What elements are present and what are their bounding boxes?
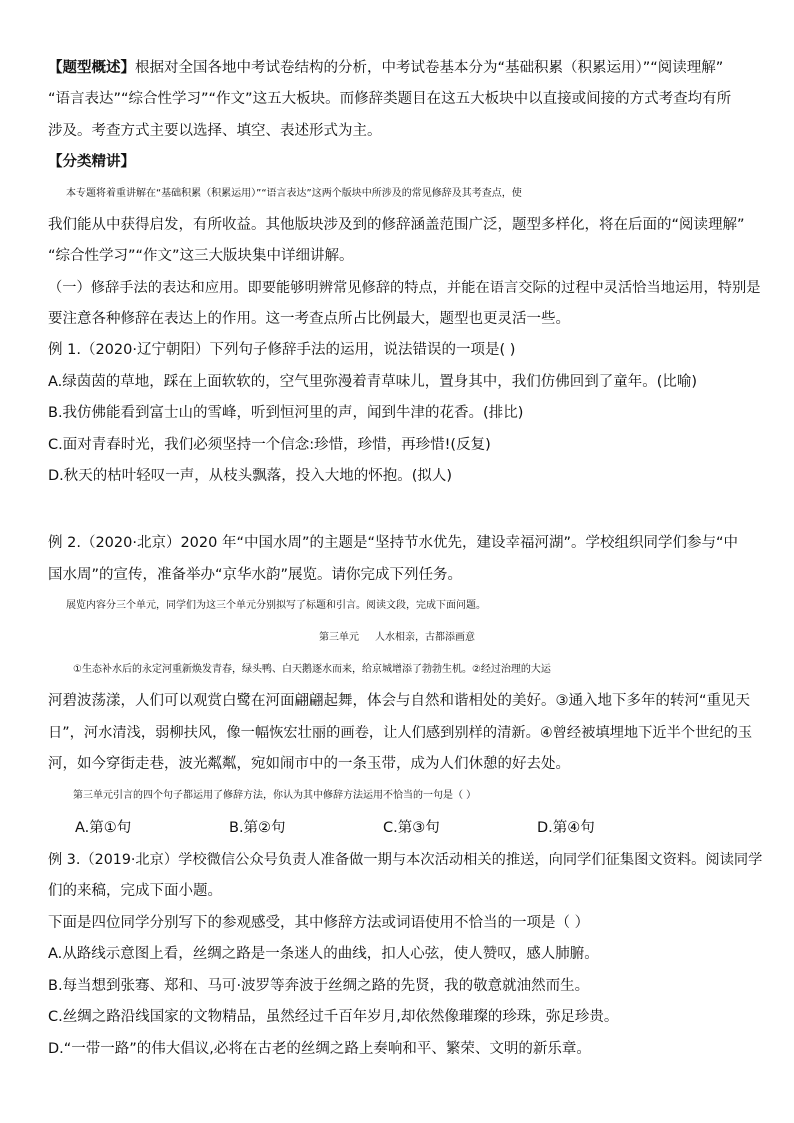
section-p2-line-2: 要注意各种修辞在表达上的作用。这一考查点所占比例最大，题型也更灵活一些。 (48, 311, 570, 327)
example1-option-d: D.秋天的枯叶轻叹一声，从枝头飘落，投入大地的怀抱。(拟人) (48, 468, 453, 484)
example3-option-c: C.丝绸之路沿线国家的文物精品，虽然经过千百年岁月,却依然像璀璨的珍珠，弥足珍贵。 (48, 1009, 619, 1025)
example3-option-b: B.每当想到张骞、郑和、马可·波罗等奔波于丝绸之路的先贤，我的敬意就油然而生。 (48, 978, 590, 994)
example2-intro: 展览内容分三个单元，同学们为这三个单元分别拟写了标题和引言。阅读文段，完成下面问题。 (66, 600, 486, 611)
example3-stem-line-2: 们的来稿，完成下面小题。 (48, 883, 222, 899)
example2-option-d: D.第④句 (537, 820, 595, 836)
example2-option-a: A.第①句 (75, 820, 132, 836)
example3-stem-line-1: 例 3.（2019·北京）学校微信公众号负责人准备做一期与本次活动相关的推送，向同学们征集图文资料。阅读同学 (48, 852, 763, 868)
section-p1-line-2: 我们能从中获得启发，有所收益。其他版块涉及到的修辞涵盖范围广泛，题型多样化，将在后面的“阅读理解” (48, 217, 745, 233)
example3-option-a: A.从路线示意图上看，丝绸之路是一条迷人的曲线，扣人心弦，使人赞叹，感人肺腑。 (48, 946, 599, 962)
example1-option-c: C.面对青春时光，我们必须坚持一个信念:珍惜，珍惜，再珍惜!(反复) (48, 437, 491, 453)
example1-stem: 例 1.（2020·辽宁朝阳）下列句子修辞手法的运用，说法错误的一项是( ) (48, 342, 516, 358)
example3-option-d: D.“一带一路”的伟大倡议,必将在古老的丝绸之路上奏响和平、繁荣、文明的新乐章。 (48, 1041, 591, 1057)
overview-line-2: “语言表达”“综合性学习”“作文”这五大板块。而修辞类题目在这五大板块中以直接或间接的方式考查均有所 (48, 91, 732, 107)
section-p1-line-3: “综合性学习”“作文”这三大版块集中详细讲解。 (48, 248, 354, 264)
overview-line-1: 【题型概述】根据对全国各地中考试卷结构的分析，中考试卷基本分为“基础积累（积累运用）”“阅读理解” (48, 60, 724, 76)
example2-question: 第三单元引言的四个句子都运用了修辞方法，你认为其中修辞方法运用不恰当的一句是（ ） (73, 790, 477, 801)
overview-heading: 【题型概述】 (48, 60, 135, 76)
example2-text-line-4: 河，如今穿街走巷，波光粼粼，宛如闹市中的一条玉带，成为人们休憩的好去处。 (48, 756, 570, 772)
example1-option-b: B.我仿佛能看到富士山的雪峰，听到恒河里的声，闻到牛津的花香。(排比) (48, 405, 524, 421)
example2-stem-line-1: 例 2.（2020·北京）2020 年“中国水周”的主题是“坚持节水优先，建设幸福河湖”。学校组织同学们参与“中 (48, 535, 739, 551)
example2-option-c: C.第③句 (383, 820, 440, 836)
example3-question: 下面是四位同学分别写下的参观感受，其中修辞方法或词语使用不恰当的一项是（ ） (48, 915, 590, 931)
section-heading: 【分类精讲】 (48, 154, 135, 170)
section-p2-line-1: （一）修辞手法的表达和应用。即要能够明辨常见修辞的特点，并能在语言交际的过程中灵活恰当地运用，特别是 (48, 280, 761, 296)
example2-text-line-2: 河碧波荡漾，人们可以观赏白鹭在河面翩翩起舞，体会与自然和谐相处的美好。③通入地下多年的转河“重见天 (48, 693, 751, 709)
example2-text-line-1: ①生态补水后的永定河重新焕发青春，绿头鸭、白天鹅逐水而来，给京城增添了勃勃生机。②经过治理的大运 (73, 664, 551, 675)
overview-line-3: 涉及。考查方式主要以选择、填空、表述形式为主。 (48, 123, 382, 139)
example2-text-line-3: 日”，河水清浅，弱柳扶风，像一幅恢宏壮丽的画卷，让人们感到别样的清新。④曾经被填埋地下近半个世纪的玉 (48, 725, 753, 741)
example2-unit-title: 第三单元 人水相亲，古都添画意 (319, 632, 475, 643)
example2-stem-line-2: 国水周”的宣传，准备举办“京华水韵”展览。请你完成下列任务。 (48, 567, 463, 583)
example2-option-b: B.第②句 (229, 820, 286, 836)
section-p1-line-1: 本专题将着重讲解在“基础积累（积累运用）”“语言表达”这两个版块中所涉及的常见修辞及其考查点，使 (66, 188, 522, 199)
example1-option-a: A.绿茵茵的草地，踩在上面软软的，空气里弥漫着青草味儿，置身其中，我们仿佛回到了童年。(比喻) (48, 374, 698, 390)
